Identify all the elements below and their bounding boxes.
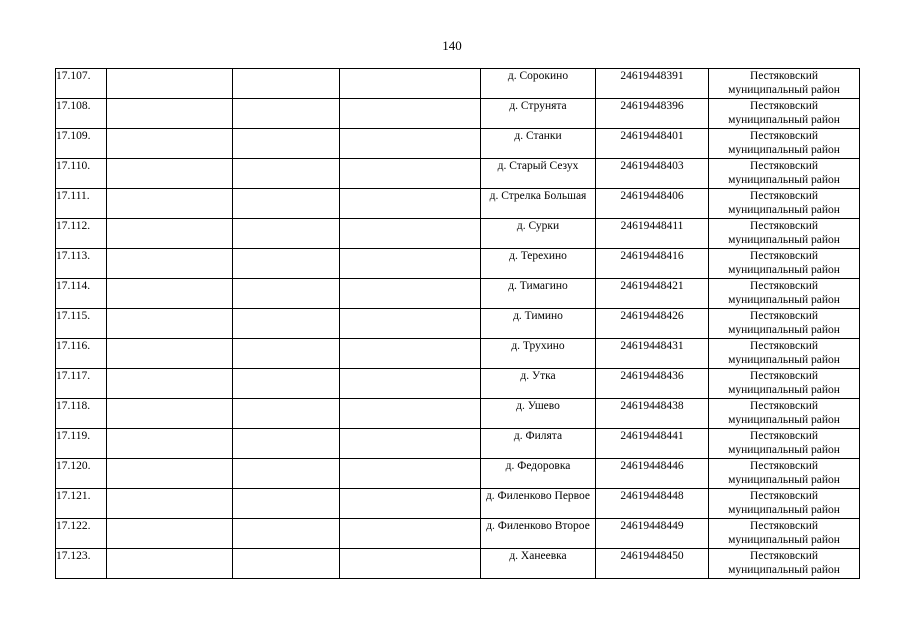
row-number-cell: 17.118. [56, 399, 107, 429]
district-cell: Пестяковский муниципальный район [709, 159, 860, 189]
empty-cell [233, 519, 340, 549]
empty-cell [233, 339, 340, 369]
settlement-name-cell: д. Трухино [481, 339, 596, 369]
oktmo-code-cell: 24619448431 [596, 339, 709, 369]
empty-cell [233, 549, 340, 579]
district-cell: Пестяковский муниципальный район [709, 339, 860, 369]
table-body [56, 69, 860, 579]
district-cell: Пестяковский муниципальный район [709, 249, 860, 279]
empty-cell [233, 309, 340, 339]
oktmo-code-cell: 24619448416 [596, 249, 709, 279]
empty-cell [233, 369, 340, 399]
settlements-table [55, 68, 860, 579]
row-number-cell: 17.108. [56, 99, 107, 129]
empty-cell [107, 129, 233, 159]
row-number-cell: 17.116. [56, 339, 107, 369]
settlement-name-cell: д. Струнята [481, 99, 596, 129]
settlement-name-cell: д. Ушево [481, 399, 596, 429]
oktmo-code-cell: 24619448403 [596, 159, 709, 189]
empty-cell [107, 399, 233, 429]
row-number-cell: 17.120. [56, 459, 107, 489]
district-cell: Пестяковский муниципальный район [709, 279, 860, 309]
page-number: 140 [442, 38, 462, 53]
empty-cell [340, 69, 481, 99]
settlement-name-cell: д. Тимагино [481, 279, 596, 309]
empty-cell [107, 159, 233, 189]
district-cell: Пестяковский муниципальный район [709, 489, 860, 519]
row-number-cell: 17.107. [56, 69, 107, 99]
table-row [56, 69, 860, 99]
empty-cell [340, 219, 481, 249]
district-cell: Пестяковский муниципальный район [709, 99, 860, 129]
settlement-name-cell: д. Ханеевка [481, 549, 596, 579]
empty-cell [340, 99, 481, 129]
empty-cell [107, 249, 233, 279]
table-row [56, 159, 860, 189]
settlement-name-cell: д. Терехино [481, 249, 596, 279]
oktmo-code-cell: 24619448391 [596, 69, 709, 99]
settlement-name-cell: д. Станки [481, 129, 596, 159]
empty-cell [340, 399, 481, 429]
empty-cell [340, 189, 481, 219]
table-row [56, 369, 860, 399]
empty-cell [340, 309, 481, 339]
empty-cell [233, 249, 340, 279]
district-cell: Пестяковский муниципальный район [709, 69, 860, 99]
empty-cell [107, 309, 233, 339]
settlement-name-cell: д. Филенково Первое [481, 489, 596, 519]
settlement-name-cell: д. Сурки [481, 219, 596, 249]
settlement-name-cell: д. Филята [481, 429, 596, 459]
table-row [56, 489, 860, 519]
empty-cell [233, 399, 340, 429]
table-row [56, 249, 860, 279]
table-row [56, 279, 860, 309]
district-cell: Пестяковский муниципальный район [709, 189, 860, 219]
table-row [56, 429, 860, 459]
row-number-cell: 17.109. [56, 129, 107, 159]
table-row [56, 549, 860, 579]
settlement-name-cell: д. Федоровка [481, 459, 596, 489]
row-number-cell: 17.114. [56, 279, 107, 309]
district-cell: Пестяковский муниципальный район [709, 519, 860, 549]
empty-cell [233, 69, 340, 99]
oktmo-code-cell: 24619448426 [596, 309, 709, 339]
empty-cell [233, 459, 340, 489]
empty-cell [233, 219, 340, 249]
row-number-cell: 17.112. [56, 219, 107, 249]
table-row [56, 99, 860, 129]
oktmo-code-cell: 24619448421 [596, 279, 709, 309]
row-number-cell: 17.111. [56, 189, 107, 219]
row-number-cell: 17.110. [56, 159, 107, 189]
empty-cell [340, 369, 481, 399]
empty-cell [340, 519, 481, 549]
row-number-cell: 17.122. [56, 519, 107, 549]
district-cell: Пестяковский муниципальный район [709, 129, 860, 159]
empty-cell [340, 279, 481, 309]
empty-cell [340, 429, 481, 459]
district-cell: Пестяковский муниципальный район [709, 369, 860, 399]
oktmo-code-cell: 24619448438 [596, 399, 709, 429]
empty-cell [340, 129, 481, 159]
empty-cell [233, 129, 340, 159]
oktmo-code-cell: 24619448411 [596, 219, 709, 249]
empty-cell [340, 339, 481, 369]
empty-cell [107, 489, 233, 519]
oktmo-code-cell: 24619448396 [596, 99, 709, 129]
district-cell: Пестяковский муниципальный район [709, 549, 860, 579]
oktmo-code-cell: 24619448436 [596, 369, 709, 399]
district-cell: Пестяковский муниципальный район [709, 429, 860, 459]
table-row [56, 219, 860, 249]
settlement-name-cell: д. Сорокино [481, 69, 596, 99]
district-cell: Пестяковский муниципальный район [709, 219, 860, 249]
empty-cell [107, 459, 233, 489]
row-number-cell: 17.117. [56, 369, 107, 399]
empty-cell [233, 189, 340, 219]
empty-cell [107, 369, 233, 399]
table-row [56, 399, 860, 429]
empty-cell [340, 159, 481, 189]
empty-cell [107, 99, 233, 129]
oktmo-code-cell: 24619448441 [596, 429, 709, 459]
empty-cell [340, 549, 481, 579]
table-row [56, 519, 860, 549]
oktmo-code-cell: 24619448406 [596, 189, 709, 219]
empty-cell [233, 489, 340, 519]
oktmo-code-cell: 24619448401 [596, 129, 709, 159]
row-number-cell: 17.115. [56, 309, 107, 339]
settlement-name-cell: д. Тимино [481, 309, 596, 339]
district-cell: Пестяковский муниципальный район [709, 459, 860, 489]
table-row [56, 309, 860, 339]
row-number-cell: 17.121. [56, 489, 107, 519]
table-row [56, 339, 860, 369]
oktmo-code-cell: 24619448448 [596, 489, 709, 519]
empty-cell [107, 219, 233, 249]
empty-cell [107, 189, 233, 219]
oktmo-code-cell: 24619448449 [596, 519, 709, 549]
district-cell: Пестяковский муниципальный район [709, 309, 860, 339]
empty-cell [107, 279, 233, 309]
empty-cell [107, 69, 233, 99]
empty-cell [107, 549, 233, 579]
oktmo-code-cell: 24619448446 [596, 459, 709, 489]
row-number-cell: 17.113. [56, 249, 107, 279]
empty-cell [107, 429, 233, 459]
empty-cell [233, 429, 340, 459]
table-row [56, 129, 860, 159]
empty-cell [107, 339, 233, 369]
row-number-cell: 17.119. [56, 429, 107, 459]
district-cell: Пестяковский муниципальный район [709, 399, 860, 429]
table-row [56, 189, 860, 219]
table-row [56, 459, 860, 489]
empty-cell [107, 519, 233, 549]
empty-cell [233, 99, 340, 129]
empty-cell [340, 249, 481, 279]
oktmo-code-cell: 24619448450 [596, 549, 709, 579]
settlement-name-cell: д. Утка [481, 369, 596, 399]
empty-cell [340, 489, 481, 519]
row-number-cell: 17.123. [56, 549, 107, 579]
settlement-name-cell: д. Филенково Второе [481, 519, 596, 549]
empty-cell [233, 159, 340, 189]
settlement-name-cell: д. Стрелка Большая [481, 189, 596, 219]
empty-cell [340, 459, 481, 489]
settlement-name-cell: д. Старый Сезух [481, 159, 596, 189]
empty-cell [233, 279, 340, 309]
